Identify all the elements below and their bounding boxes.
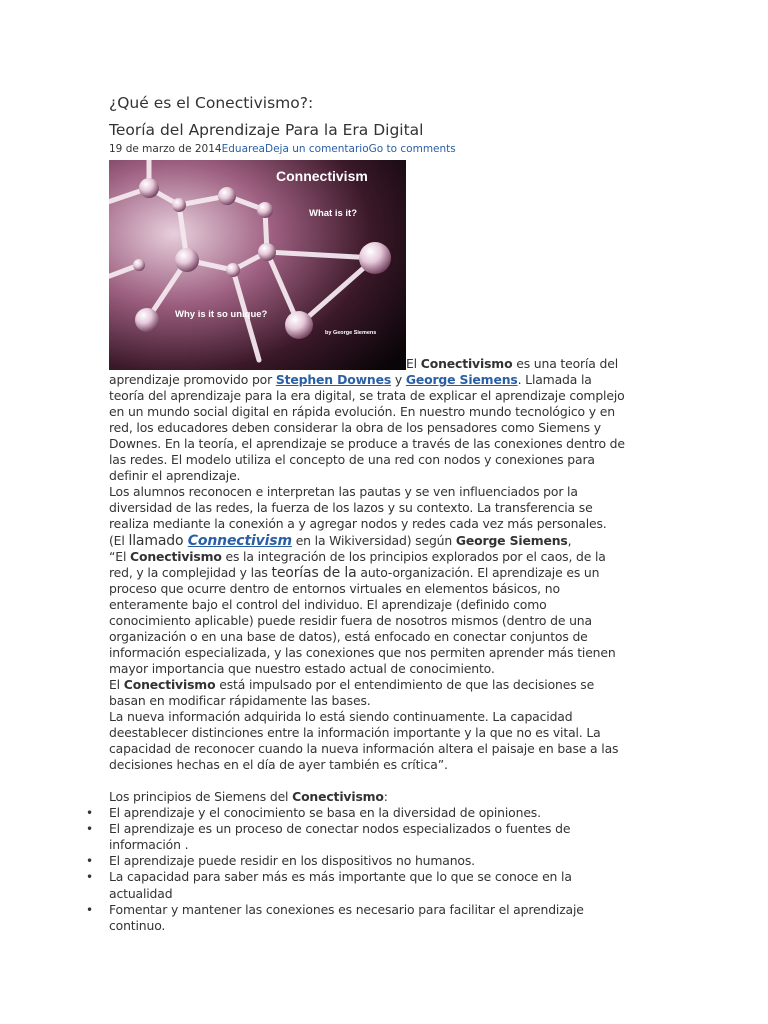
article-body (86, 356, 629, 934)
text: El (109, 676, 124, 692)
text: , (567, 532, 572, 548)
list-item-text: El aprendizaje es un proceso de conectar nodos especializados o fuentes de información . (109, 821, 571, 853)
paragraph-intro (109, 356, 629, 484)
text: : (383, 789, 388, 805)
paragraph-driven (109, 677, 629, 709)
text: teorías de la (271, 564, 357, 581)
list-item-text: La capacidad para saber más es más importante que lo que se conoce en la actualidad (109, 869, 572, 901)
list-item-text: Fomentar y mantener las conexiones es necesario para facilitar el aprendizaje continuo. (109, 901, 584, 933)
list-item (86, 805, 629, 821)
bullet-icon: • (86, 854, 93, 869)
term-conectivismo: Conectivismo (420, 356, 513, 371)
text: llamado (128, 532, 188, 549)
post-meta (109, 143, 456, 155)
go-to-comments-link[interactable]: Go to comments (368, 143, 456, 155)
connectivism-wiki-link[interactable]: Connectivism (187, 532, 292, 549)
stephen-downes-link[interactable]: Stephen Downes (275, 372, 392, 388)
paragraph-new-info: La nueva información adquirida lo está siendo continuamente. La capacidad deestablecer distinciones entre la información importante y la que no es vital. La capacidad de reconocer cuando la nueva información altera el paisaje en base a las decisiones hechas en el día de ayer también es crítica”. (109, 709, 619, 773)
george-siemens-link[interactable]: George Siemens (405, 372, 518, 388)
author-link[interactable]: Eduarea (221, 143, 265, 155)
leave-comment-link[interactable]: Deja un comentario (264, 143, 369, 155)
principles-intro (109, 789, 629, 805)
bullet-icon: • (86, 870, 93, 885)
text: . Llamada la teoría del aprendizaje para la era digital, se trata de explicar el aprendizaje complejo en un mundo social digital en rápida evolución. En nuestro mundo tecnológico y en red, los educadores deben considerar la obra de los pensadores como Siemens y Downes. En la teoría, el aprendizaje se produce a través de las conexiones dentro de las redes. El modelo utiliza el concepto de una red con nodos y conexiones para definir el aprendizaje. (109, 372, 625, 484)
term-conectivismo: Conectivismo (292, 789, 384, 805)
text: “El (109, 548, 131, 564)
text: está impulsado por el entendimiento de que las decisiones se basan en modificar rápidamente las bases. (109, 676, 595, 708)
term-conectivismo: Conectivismo (130, 548, 222, 564)
text: auto-organización. El aprendizaje es un proceso que ocurre dentro de entornos virtuales en elementos básicos, no enteramente bajo el control del individuo. El aprendizaje (definido como conocimiento aplicable) puede residir fuera de nosotros mismos (dentro de una organización o en una base de datos), está enfocado en conectar conjuntos de información especializada, y las conexiones que nos permiten aprender más tienen mayor importancia que nuestro estado actual de conocimiento. (109, 564, 616, 676)
list-item-text: El aprendizaje y el conocimiento se basa en la diversidad de opiniones. (109, 805, 541, 821)
text: y (391, 372, 406, 388)
text: es la integración de los principios explorados por el caos, de la red, y la complejidad y las (109, 548, 606, 580)
image-question-2: Why is it so unique? (175, 309, 268, 320)
paragraph-learners: Los alumnos reconocen e interpretan las pautas y se ven influenciados por la diversidad de las redes, la fuerza de los lazos y su contexto. La transferencia se realiza mediante la conexión a y agregar nodos y redes cada vez más personales. (109, 484, 607, 532)
bullet-icon: • (86, 806, 93, 821)
page-title: ¿Qué es el Conectivismo?: (109, 94, 314, 112)
term-conectivismo: Conectivismo (123, 676, 216, 692)
bullet-icon: • (86, 902, 93, 917)
connectivism-image (109, 160, 406, 370)
text: Los principios de Siemens del (109, 789, 293, 805)
paragraph-connectivism-ref (109, 533, 629, 549)
list-item (86, 821, 629, 853)
list-item (86, 853, 629, 869)
principles-list (86, 805, 629, 933)
post-date: 19 de marzo de 2014 (109, 143, 222, 155)
image-question-1: What is it? (309, 208, 358, 219)
bullet-icon: • (86, 822, 93, 837)
spacer (109, 773, 629, 789)
page-subtitle: Teoría del Aprendizaje Para la Era Digital (109, 121, 424, 139)
text: en la Wikiversidad) según (291, 532, 456, 548)
image-heading: Connectivism (276, 168, 368, 184)
list-item (86, 901, 629, 934)
text: El (406, 356, 421, 371)
text: (El (109, 532, 129, 548)
paragraph-quote (109, 549, 629, 677)
text: es una teoría del aprendizaje promovido por (109, 356, 618, 388)
list-item-text: El aprendizaje puede residir en los dispositivos no humanos. (109, 853, 475, 869)
term-george-siemens: George Siemens (455, 532, 568, 548)
image-credit: by George Siemens (325, 330, 377, 336)
list-item (86, 869, 629, 901)
